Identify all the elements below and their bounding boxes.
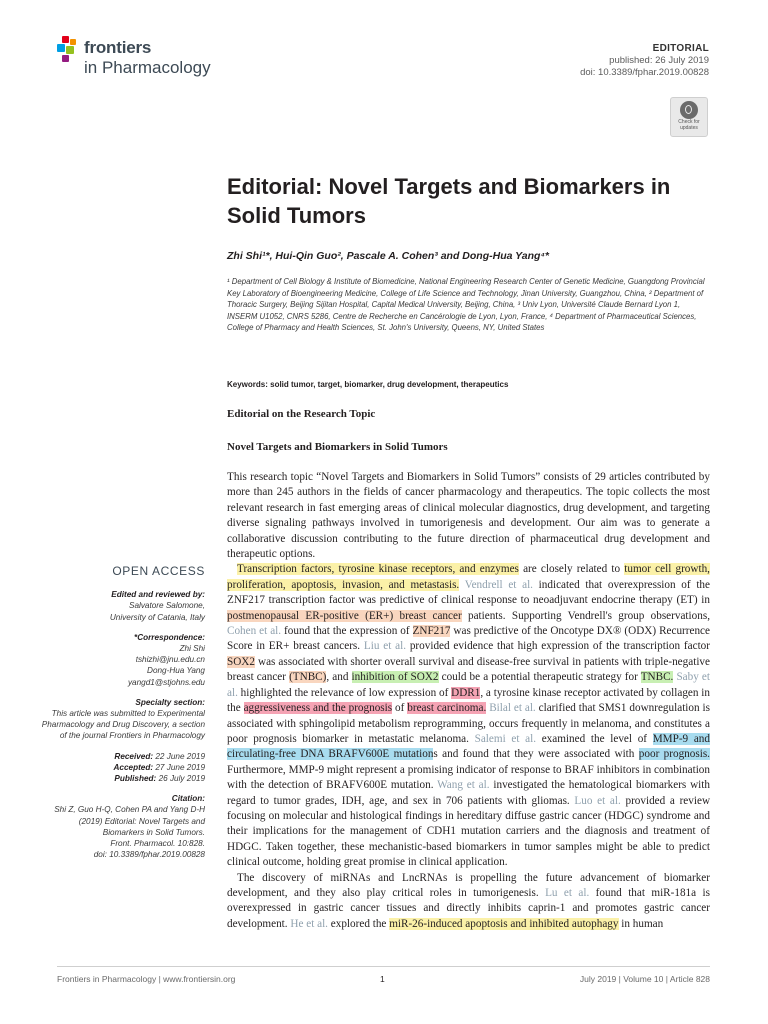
body-text-run: found that miR-181a is overexpressed in gastric cancer tissues and directly inhibits caprin-1 and promotes gastric cancer development.: [227, 886, 710, 930]
citation-doi[interactable]: doi: 10.3389/fphar.2019.00828: [93, 850, 205, 860]
published-date: published: 26 July 2019: [609, 55, 709, 66]
citation-link[interactable]: Lu et al.: [545, 886, 590, 899]
citation-link[interactable]: Salemi et al.: [474, 732, 537, 745]
highlighted-text: miR-26-induced apoptosis and inhibited autophagy: [389, 917, 619, 930]
paragraph-3: [227, 871, 710, 933]
published-row: Published: 26 July 2019: [114, 774, 205, 784]
article-type: EDITORIAL: [652, 43, 709, 54]
citation-label: Citation:: [171, 794, 205, 804]
body-text-run: highlighted the relevance of low expression of: [237, 686, 452, 699]
correspondent-name-2: Dong-Hua Yang: [147, 666, 205, 676]
highlighted-text: inhibition of SOX2: [351, 671, 439, 684]
body-text-run: , and: [326, 671, 352, 684]
body-text-run: , a tyrosine kinase receptor activated by collagen in the: [227, 686, 710, 715]
body-text-run: found that the expression of: [281, 625, 413, 638]
affiliations: ¹ Department of Cell Biology & Institute of Biomedicine, National Engineering Research Center of Genetic Medicine, Guangdong Provincial Key Laboratory of Bioengineering Medicine, College of Life Science and Technology, Jinan University, Guangzhou, China, ² Department of Thoracic Surgery, Beijing Sijitan Hospital, Capital Medical University, Beijing, China, ³ Univ Lyon, Université Claude Bernard Lyon 1, INSERM U1052, CNRS 5286, Centre de Recherche en Cancérologie de Lyon, Lyon, France, ⁴ Department of Pharmaceutical Sciences, College of Pharmacy and Health Sciences, St. John's University, Queens, NY, United States: [227, 277, 705, 333]
correspondent-name-1: Zhi Shi: [179, 644, 205, 654]
check-for-updates-button[interactable]: [670, 97, 708, 137]
journal-logo[interactable]: [57, 32, 257, 82]
article-meta-header: [580, 43, 709, 79]
citation-link[interactable]: Liu et al.: [363, 640, 407, 653]
footer-divider: [57, 966, 710, 967]
article-sidebar: [40, 566, 205, 869]
citation-link[interactable]: Cohen et al.: [227, 625, 282, 638]
body-text-run: s and found that they were associated with: [433, 748, 639, 761]
journal-name-line2: in Pharmacology: [84, 58, 211, 77]
body-text-run: was predictive of the Oncotype DX® (ODX) Recurrence Score in ER+ breast cancers.: [227, 625, 710, 653]
research-topic-title[interactable]: Novel Targets and Biomarkers in Solid Tumors: [227, 441, 448, 453]
highlighted-text: MMP-9 and circulating-free DNA BRAFV600E mutation: [227, 732, 710, 761]
article-body: [227, 470, 710, 932]
highlighted-text: breast carcinoma.: [407, 702, 487, 715]
correspondence-block: [40, 632, 205, 688]
body-text-run: of: [392, 702, 408, 715]
highlighted-text: ZNF217: [412, 625, 451, 638]
citation-text: Shi Z, Guo H-Q, Cohen PA and Yang D-H (2019) Editorial: Novel Targets and Biomarkers in Solid Tumors.: [54, 805, 205, 837]
check-updates-icon: [680, 101, 698, 119]
highlighted-text: Transcription factors, tyrosine kinase receptors, and enzymes: [237, 563, 519, 576]
body-text-run: was associated with shorter overall survival and disease-free survival in patients with triple-negative breast cancer: [227, 655, 710, 684]
footer-journal[interactable]: Frontiers in Pharmacology | www.frontiersin.org: [57, 974, 236, 984]
body-text-run: are closely related to: [518, 563, 625, 576]
citation-link[interactable]: Luo et al.: [574, 794, 621, 807]
editor-name: Salvatore Salomone,: [128, 601, 205, 611]
body-text-run: Furthermore, MMP-9 might represent a promising indicator of response to BRAF inhibitors in combination with the detection of BRAFV600E mutation.: [227, 763, 710, 792]
editor-affiliation: University of Catania, Italy: [109, 612, 205, 622]
dates-block: [40, 751, 205, 785]
article-title: Editorial: Novel Targets and Biomarkers in Solid Tumors: [227, 174, 671, 228]
body-text-run: in human: [618, 917, 664, 930]
highlighted-text: SOX2: [227, 655, 255, 668]
body-text-run: patients. Supporting Vendrell's group observations,: [461, 609, 710, 622]
body-text-run: could be a potential therapeutic strategy for: [438, 671, 641, 684]
body-text-run: examined the level of: [536, 732, 653, 745]
highlighted-text: postmenopausal ER-positive (ER+) breast cancer: [227, 609, 462, 622]
highlighted-text: aggressiveness and the prognosis: [243, 702, 393, 715]
highlighted-text: (TNBC): [289, 671, 327, 684]
doi-link[interactable]: doi: 10.3389/fphar.2019.00828: [580, 67, 709, 78]
highlighted-text: DDR1: [451, 686, 481, 699]
specialty-text: This article was submitted to Experimental Pharmacology and Drug Discovery, a section of the journal Frontiers in Pharmacology: [41, 709, 205, 741]
body-text-run: explored the: [327, 917, 390, 930]
citation-ref: Front. Pharmacol. 10:828.: [110, 839, 205, 849]
journal-name-line1: frontiers: [84, 38, 152, 57]
specialty-block: [40, 697, 205, 742]
correspondent-email-2[interactable]: yangd1@stjohns.edu: [127, 677, 205, 687]
citation-link[interactable]: He et al.: [290, 917, 328, 930]
body-text-run: provided a review focusing on molecular and histological findings in hereditary diffuse gastric cancer (HDGC) syndrome and their implications for the management of CDH1 mutation carriers and the diagnosis and treatment of HDGC. Taken together, these mechanistic-based biomarkers in tumor samples might be able to predict clinical outcome, holding great promise in clinical application.: [227, 794, 711, 869]
received-row: Received: 22 June 2019: [114, 751, 205, 761]
body-text-run: indicated that overexpression of the ZNF217 transcription factor was predictive of clinical response to neoadjuvant endocrine therapy (ET) in: [227, 578, 710, 607]
citation-block: [40, 793, 205, 860]
highlighted-text: TNBC.: [640, 671, 674, 684]
body-text-run: The discovery of miRNAs and LncRNAs is propelling the future advancement of biomarker development, and they also play critical roles in tumorigenesis.: [227, 871, 710, 899]
edited-label: Edited and reviewed by:: [111, 590, 205, 600]
editorial-on-topic-label: Editorial on the Research Topic: [227, 408, 376, 420]
citation-link[interactable]: Vendrell et al.: [464, 578, 533, 591]
paragraph-2: [227, 562, 710, 870]
accepted-row: Accepted: 27 June 2019: [113, 762, 205, 772]
frontiers-logo-icon: [57, 36, 81, 62]
highlighted-text: poor prognosis.: [638, 748, 710, 761]
check-updates-label: Check for updates: [678, 119, 700, 131]
citation-link[interactable]: Saby et al.: [227, 671, 710, 699]
paragraph-1: This research topic “Novel Targets and Biomarkers in Solid Tumors” consists of 29 articles contributed by more than 245 authors in the fields of cancer pharmacology and therapeutics. The topic collects the most relevant research in fast emerging areas of clinical molecular diagnostics, drug development, and targeting diverse signaling pathways involved in tumorigenesis and development. Our aim was to generate a collaborative discussion contributing to the future direction of pharmaceutical drug development and therapeutic options.: [227, 471, 710, 561]
author-list[interactable]: Zhi Shi¹*, Hui-Qin Guo², Pascale A. Cohen³ and Dong-Hua Yang⁴*: [227, 250, 550, 262]
editor-block: [40, 589, 205, 623]
footer-volume: July 2019 | Volume 10 | Article 828: [579, 974, 710, 984]
body-text-run: clarified that SMS1 downregulation is associated with sphingolipid metabolism reprogramming, occurs frequently in melanoma, and constitutes a poor prognosis biomarker in metastatic melanoma.: [227, 702, 710, 745]
body-text-run: provided evidence that high expression of the transcription factor: [406, 640, 710, 653]
correspondent-email-1[interactable]: tshizhi@jnu.edu.cn: [135, 655, 205, 665]
highlighted-text: tumor cell growth, proliferation, apoptosis, invasion, and metastasis.: [227, 563, 710, 591]
correspondence-label: *Correspondence:: [134, 632, 205, 642]
specialty-label: Specialty section:: [135, 697, 205, 707]
open-access-label: OPEN ACCESS: [112, 564, 205, 578]
citation-link[interactable]: Wang et al.: [437, 779, 490, 792]
keywords: Keywords: solid tumor, target, biomarker, drug development, therapeutics: [227, 380, 509, 389]
citation-link[interactable]: Bilal et al.: [489, 702, 536, 715]
page-number: 1: [380, 974, 385, 984]
body-text-run: investigated the hematological biomarkers with regard to tumor grades, IDH, age, and sex in 706 patients with gliomas.: [227, 779, 710, 807]
